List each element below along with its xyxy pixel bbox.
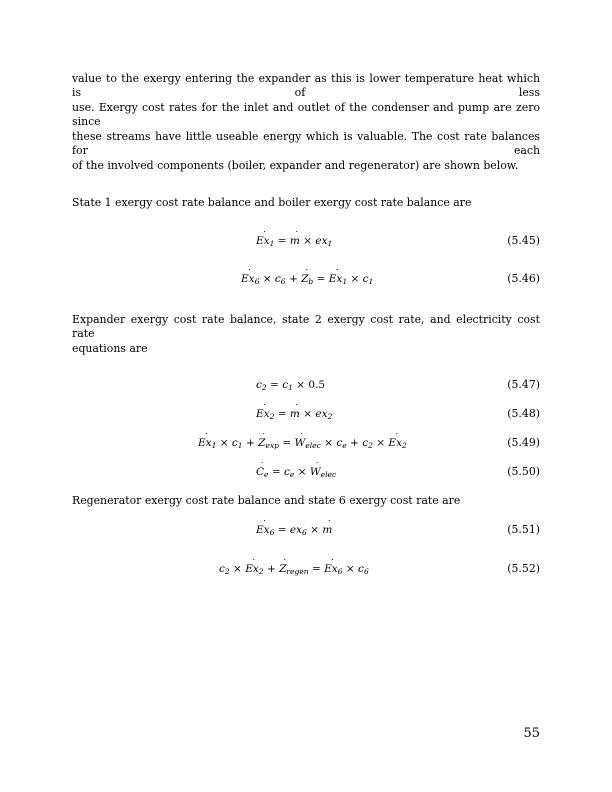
eq-sub: 1 bbox=[368, 276, 374, 286]
eq-sub: 1 bbox=[288, 382, 293, 392]
eq-op: × bbox=[219, 437, 229, 449]
eq-sub: 2 bbox=[327, 411, 333, 421]
equation-number: (5.50) bbox=[507, 465, 540, 478]
eq-sub: 6 bbox=[254, 276, 260, 286]
eq-sub: e bbox=[289, 469, 295, 479]
eq-sign: = bbox=[271, 466, 281, 478]
eq-term: ˙ Ex bbox=[324, 563, 338, 575]
eq-term: ˙ m bbox=[290, 235, 300, 247]
eq-term: ex bbox=[289, 524, 303, 536]
eq-op: × bbox=[350, 273, 360, 285]
eq-sub: 1 bbox=[237, 440, 243, 450]
eq-term: ˙ m bbox=[322, 524, 332, 536]
eq-term: c bbox=[362, 437, 369, 449]
eq-sub: e bbox=[264, 469, 269, 479]
eq-sign: = bbox=[316, 273, 326, 285]
eq-sub: elec bbox=[320, 469, 337, 479]
eq-constant: 0.5 bbox=[308, 379, 326, 391]
equation-number: (5.46) bbox=[507, 272, 540, 285]
eq-sign: = bbox=[277, 524, 287, 536]
eq-term: c bbox=[274, 273, 281, 285]
intro-line-1: value to the exergy entering the expander as this is lower temperature heat which is of less bbox=[72, 72, 540, 99]
eq-sub: 2 bbox=[269, 411, 275, 421]
eq-term: ˙ Z bbox=[279, 563, 286, 575]
eq-term: ˙ C bbox=[256, 466, 264, 478]
equation-number: (5.48) bbox=[507, 407, 540, 420]
page-number: 55 bbox=[523, 726, 540, 741]
eq-sign: = bbox=[311, 563, 321, 575]
eq-term: ex bbox=[315, 408, 328, 420]
eq-sub: 1 bbox=[342, 276, 348, 286]
eq-term: ˙ Ex bbox=[329, 273, 343, 285]
equation-number: (5.45) bbox=[507, 234, 540, 247]
eq-sub: regen bbox=[286, 566, 309, 576]
eq-sub: 1 bbox=[269, 238, 275, 248]
regenerator-intro-text: Regenerator exergy cost rate balance and state 6 exergy cost rate are bbox=[72, 494, 461, 507]
eq-term: ˙ Ex bbox=[388, 437, 402, 449]
eq-sub: 1 bbox=[211, 440, 217, 450]
eq-term: ˙ Z bbox=[258, 437, 265, 449]
eq-op: × bbox=[303, 408, 313, 420]
expander-line-2: equations are bbox=[72, 342, 148, 355]
equation-5-45-body bbox=[256, 235, 332, 253]
eq-sign: = bbox=[277, 235, 287, 247]
eq-term: c bbox=[231, 437, 238, 449]
equation-5-49-body bbox=[198, 437, 407, 455]
equation-5-48-body bbox=[256, 408, 332, 426]
equation-number: (5.47) bbox=[507, 378, 540, 391]
eq-term: ˙ W bbox=[294, 437, 305, 449]
eq-op: × bbox=[262, 273, 272, 285]
state1-intro-text: State 1 exergy cost rate balance and boiler exergy cost rate balance are bbox=[72, 196, 472, 209]
eq-op: × bbox=[297, 466, 307, 478]
eq-op: + bbox=[350, 437, 359, 449]
eq-term: c bbox=[219, 563, 225, 575]
eq-sub: 6 bbox=[280, 276, 286, 286]
eq-sign: = bbox=[282, 437, 292, 449]
eq-sign: = bbox=[270, 379, 279, 391]
eq-sub: e bbox=[342, 440, 347, 450]
eq-sub: 6 bbox=[363, 566, 369, 576]
eq-term: c bbox=[358, 563, 364, 575]
equation-5-51-body bbox=[256, 524, 332, 542]
eq-term: c bbox=[256, 379, 262, 391]
equation-number: (5.52) bbox=[507, 562, 540, 575]
eq-sub: 1 bbox=[327, 238, 333, 248]
intro-line-2: use. Exergy cost rates for the inlet and outlet of the condenser and pump are zero since bbox=[72, 101, 540, 128]
eq-op: × bbox=[233, 563, 242, 575]
eq-sub: 2 bbox=[258, 566, 264, 576]
eq-op: + bbox=[266, 563, 276, 575]
eq-op: + bbox=[288, 273, 298, 285]
eq-term: ˙ W bbox=[310, 466, 321, 478]
eq-op: + bbox=[245, 437, 255, 449]
eq-sub: elec bbox=[305, 440, 321, 450]
eq-op: × bbox=[345, 563, 355, 575]
eq-term: ˙ Z bbox=[301, 273, 308, 285]
eq-term: ˙ Ex bbox=[245, 563, 259, 575]
eq-sub: 6 bbox=[302, 527, 307, 537]
eq-term: c bbox=[362, 273, 369, 285]
eq-sub: 2 bbox=[224, 566, 230, 576]
intro-line-4: of the involved components (boiler, expander and regenerator) are shown below. bbox=[72, 159, 519, 172]
equation-5-46-body bbox=[241, 273, 373, 291]
equation-5-47-body bbox=[256, 379, 325, 397]
equation-5-50-body bbox=[256, 466, 336, 484]
eq-term: c bbox=[336, 437, 343, 449]
eq-term: ˙ Ex bbox=[256, 408, 270, 420]
eq-op: × bbox=[324, 437, 333, 449]
eq-sub: b bbox=[308, 276, 314, 286]
equation-5-52-body bbox=[219, 563, 369, 581]
equation-number: (5.49) bbox=[507, 436, 540, 449]
eq-op: × bbox=[303, 235, 313, 247]
equation-number: (5.51) bbox=[507, 523, 540, 536]
eq-term: ex bbox=[315, 235, 328, 247]
intro-line-3: these streams have little useable energy which is valuable. The cost rate balances for each bbox=[72, 130, 540, 157]
eq-sub: 2 bbox=[368, 440, 373, 450]
eq-term: ˙ Ex bbox=[198, 437, 212, 449]
eq-op: × bbox=[376, 437, 386, 449]
eq-term: ˙ m bbox=[290, 408, 300, 420]
eq-term: ˙ Ex bbox=[256, 524, 270, 536]
eq-term: ˙ Ex bbox=[241, 273, 255, 285]
eq-sign: = bbox=[277, 408, 287, 420]
eq-term: ˙ Ex bbox=[256, 235, 270, 247]
eq-term: c bbox=[284, 466, 290, 478]
expander-line-1: Expander exergy cost rate balance, state 2 exergy cost rate, and electricity cost rate bbox=[72, 313, 540, 340]
eq-term: c bbox=[282, 379, 289, 391]
eq-sub: 6 bbox=[337, 566, 343, 576]
eq-sub: exp bbox=[265, 440, 279, 450]
eq-sub: 6 bbox=[269, 527, 275, 537]
eq-sub: 2 bbox=[261, 382, 267, 392]
eq-sub: 2 bbox=[402, 440, 407, 450]
eq-op: × bbox=[296, 379, 306, 391]
eq-op: × bbox=[310, 524, 320, 536]
